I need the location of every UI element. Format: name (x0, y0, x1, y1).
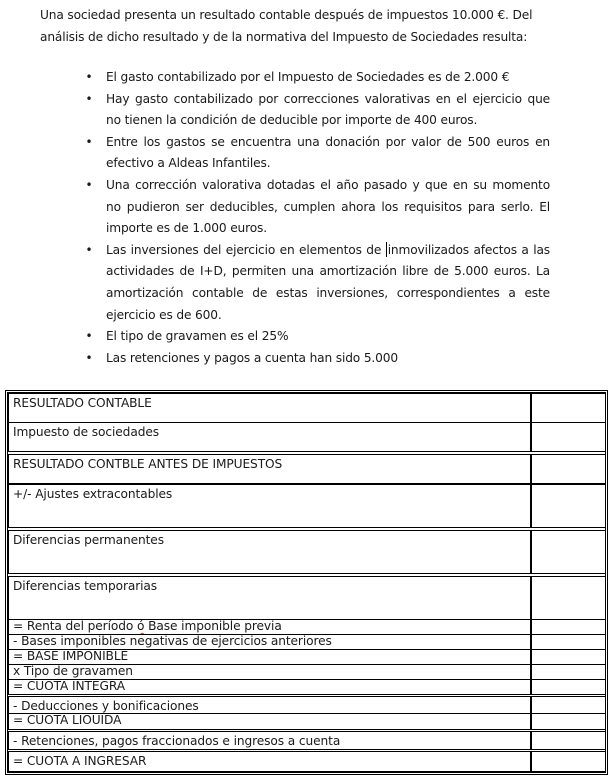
row-value-cell[interactable] (531, 696, 605, 714)
table-row (8, 751, 605, 772)
row-value-cell[interactable] (531, 530, 605, 574)
intro-line-1: Una sociedad presenta un resultado contable después de impuestos 10.000 €. Del (40, 8, 533, 22)
row-value-cell[interactable] (531, 731, 605, 750)
intro-paragraph (40, 4, 560, 48)
list-item-text: Hay gasto contabilizado por correcciones valorativas en el ejercicio que no tienen la condición de deducible por importe de 400 euros. (106, 91, 550, 128)
list-item (84, 89, 550, 132)
list-item-text: Las retenciones y pagos a cuenta han sido 5.000 (106, 350, 398, 365)
bullet-icon: • (85, 70, 93, 84)
spellcheck-flagged-word: ó (137, 619, 145, 633)
row-label[interactable]: - Bases imponibles negativas de ejercicios anteriores (8, 634, 531, 650)
row-label[interactable]: +/- Ajustes extracontables (8, 484, 531, 528)
row-label[interactable]: = CUOTA ÍNTEGRA (8, 679, 531, 695)
table-row (8, 649, 605, 665)
row-label[interactable]: RESULTADO CONTABLE (8, 393, 531, 423)
row-label[interactable]: - Deducciones y bonificaciones (8, 696, 531, 714)
row-label-part: = Renta del período (13, 619, 137, 633)
list-item (84, 240, 550, 326)
table-row (8, 679, 605, 695)
list-item (84, 132, 550, 175)
table-row (8, 619, 605, 635)
list-item (84, 67, 550, 89)
row-label[interactable]: - Retenciones, pagos fraccionados e ingresos a cuenta (8, 731, 531, 750)
row-value-cell[interactable] (531, 454, 605, 484)
row-value-cell[interactable] (531, 422, 605, 452)
row-label[interactable]: = BASE IMPONIBLE (8, 649, 531, 665)
bullet-icon: • (85, 242, 93, 257)
row-value-cell[interactable] (531, 484, 605, 528)
table-row (8, 731, 605, 750)
facts-list (84, 67, 550, 369)
table-row (8, 696, 605, 714)
row-value-cell[interactable] (531, 713, 605, 730)
row-label[interactable]: = CUOTA LÍOUIDA (8, 713, 531, 730)
row-value-cell[interactable] (531, 751, 605, 772)
intro-line-2: análisis de dicho resultado y de la normativa del Impuesto de Sociedades resulta: (40, 30, 528, 44)
row-label[interactable]: x Tipo de gravamen (8, 664, 531, 680)
text-cursor (386, 242, 387, 257)
row-value-cell[interactable] (531, 393, 605, 423)
row-value-cell[interactable] (531, 634, 605, 650)
bullet-icon: • (85, 91, 93, 106)
row-value-cell[interactable] (531, 679, 605, 695)
row-label[interactable]: RESULTADO CONTBLE ANTES DE IMPUESTOS (8, 454, 531, 484)
list-item-text-before-cursor: Las inversiones del ejercicio en elementos de (106, 242, 386, 257)
row-label-part: Base imponible previa (144, 619, 282, 633)
table-row (8, 454, 605, 484)
row-label[interactable]: Diferencias temporarias (8, 576, 531, 620)
table-row (8, 576, 605, 620)
table-row (8, 634, 605, 650)
list-item (84, 175, 550, 240)
list-item (84, 348, 550, 370)
table-row (8, 530, 605, 574)
table-row (8, 713, 605, 730)
row-value-cell[interactable] (531, 619, 605, 635)
tax-calculation-table (5, 390, 608, 775)
table-row (8, 484, 605, 528)
list-item-text: El tipo de gravamen es el 25% (106, 329, 289, 344)
row-value-cell[interactable] (531, 649, 605, 665)
row-value-cell[interactable] (531, 576, 605, 620)
bullet-icon: • (85, 329, 93, 344)
list-item-text: Entre los gastos se encuentra una donación por valor de 500 euros en efectivo a Aldeas Infantiles. (106, 134, 550, 171)
table-row (8, 664, 605, 680)
list-item-text: El gasto contabilizado por el Impuesto de Sociedades es de 2.000 € (106, 70, 510, 84)
list-item-text-after-cursor: inmovilizados afectos a las actividades de I+D, permiten una amortización libre de 5.000 euros. La amortización contable de estas inversiones, correspondientes a este ejercicio es de 600. (106, 242, 550, 322)
row-label[interactable] (8, 619, 531, 635)
row-label[interactable]: Impuesto de sociedades (8, 422, 531, 452)
bullet-icon: • (85, 350, 93, 365)
row-value-cell[interactable] (531, 664, 605, 680)
row-label[interactable]: = CUOTA A INGRESAR (8, 751, 531, 772)
bullet-icon: • (85, 134, 93, 149)
bullet-icon: • (85, 177, 93, 192)
table-row (8, 422, 605, 452)
row-label[interactable]: Diferencias permanentes (8, 530, 531, 574)
table-row (8, 393, 605, 423)
list-item-text: Una corrección valorativa dotadas el año pasado y que en su momento no pudieron ser deducibles, cumplen ahora los requisitos para serlo. El importe es de 1.000 euros. (106, 177, 550, 236)
list-item (84, 326, 550, 348)
